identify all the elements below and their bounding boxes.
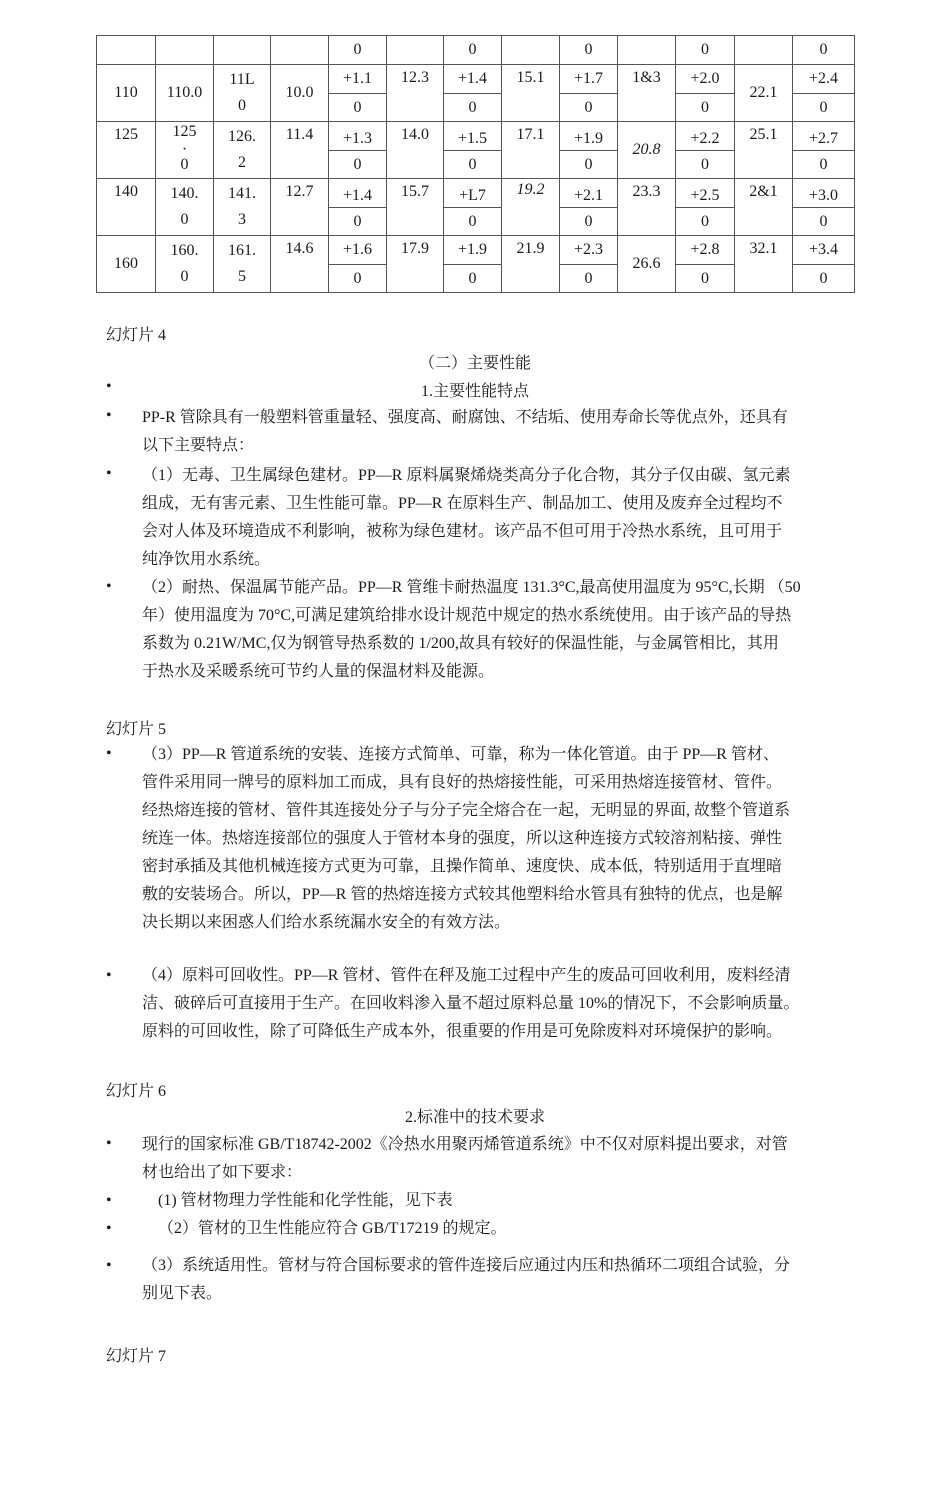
table-cell: 0 [676,36,735,65]
table-cell: 15.7 [387,179,444,236]
table-cell: 0 [560,265,618,293]
table-cell: 1&3 [618,65,676,122]
table-cell: 161. 5 [214,236,271,293]
table-cell: +1.4 [444,65,502,94]
table-cell: +2.8 [676,236,735,265]
paragraph: (1) 管材物理力学性能和化学性能，见下表 [158,1192,453,1209]
table-cell: 10.0 [271,65,329,122]
table-cell: 17.9 [387,236,444,293]
section-heading: （二）主要性能 [418,355,531,372]
table-cell: +3.0 [793,179,855,208]
table-row [97,179,855,208]
paragraph: （3）PP—R 管道系统的安装、连接方式简单、可靠，称为一体化管道。由于 PP—R 管材、 管件采用同一牌号的原料加工而成，具有良好的热熔接性能，可采用热熔连接管材、管件。 经热熔连接的管材、管件其连接处分子与分子完全熔合在一起，无明显的界面, 故整个管道系 统连一体。热熔连接部位的强度人于管材本身的强度，所以这种连接方式较溶剂粘接、弹性 密封承插及其他机械连接方式更为可靠，且操作简单、速度快、成本低，特别适用于直埋暗 敷的安装场合。所以，PP—R 管的热熔连接方式较其他塑料给水管具有独特的优点，也是解 决长期以来困惑人们给水系统漏水安全的有效方法。 [142,746,791,931]
pipe-dimension-table [96,35,855,293]
table-cell: 26.6 [618,236,676,293]
table-cell: 0 [676,151,735,179]
table-cell: 110 [97,65,156,122]
table-cell: +2.2 [676,122,735,151]
slide-label: 幻灯片 7 [106,1348,167,1365]
table-cell: 0 [560,208,618,236]
table-cell: +1.9 [560,122,618,151]
table-cell: 0 [560,94,618,122]
table-cell: +2.1 [560,179,618,208]
slide-label: 幻灯片 5 [106,721,167,738]
bullet-marker: • [106,967,112,984]
table-cell: 0 [329,208,387,236]
bullet-marker: • [106,1135,112,1152]
table-cell: 0 [793,151,855,179]
table-cell: 0 [329,94,387,122]
table-cell: +2.0 [676,65,735,94]
table-cell: 0 [329,36,387,65]
table-cell: +1.7 [560,65,618,94]
section-heading: 2.标准中的技术要求 [404,1109,545,1126]
table-cell: 0 [793,208,855,236]
table-cell: 0 [444,36,502,65]
table-cell: 125 [97,122,156,179]
bullet-marker: • [106,1192,112,1209]
table-cell: 0 [560,151,618,179]
table-row [97,122,855,151]
sub-heading: 1.主要性能特点 [420,383,529,400]
table-cell: +L7 [444,179,502,208]
bullet-marker: • [106,745,112,762]
paragraph: （2）管材的卫生性能应符合 GB/T17219 的规定。 [158,1220,507,1237]
table-cell: 14.6 [271,236,329,293]
bullet-marker: • [106,465,112,482]
table-cell: 0 [329,265,387,293]
table-cell: 12.3 [387,65,444,122]
slide-label: 幻灯片 4 [106,327,167,344]
table-cell: 15.1 [502,65,560,122]
table-cell: 23.3 [618,179,676,236]
table-row [97,36,855,65]
table-cell: 0 [444,208,502,236]
table-cell: 11.4 [271,122,329,179]
table-cell: 0 [793,94,855,122]
table-cell: 0 [560,36,618,65]
table-cell: 0 [793,265,855,293]
paragraph: PP-R 管除具有一般塑料管重量轻、强度高、耐腐蚀、不结垢、使用寿命长等优点外，还具有 以下主要特点： [142,409,788,454]
table-cell: +1.6 [329,236,387,265]
paragraph: （2）耐热、保温属节能产品。PP—R 管维卡耐热温度 131.3°C,最高使用温度为 95°C,长期 （50 年）使用温度为 70°C,可满足建筑给排水设计规范中规定的热水系统使用。由于该产品的导热 系数为 0.21W/MC,仅为钢管导热系数的 1/200,故具有较好的保温性能，与金属管相比，其用 于热水及采暖系统可节约人量的保温材料及能源。 [142,579,801,680]
table-cell: 0 [676,94,735,122]
table-cell: +2.4 [793,65,855,94]
table-cell: 0 [444,151,502,179]
table-cell: +1.9 [444,236,502,265]
bullet-marker: • [106,1257,112,1274]
table-cell: 0 [444,94,502,122]
paragraph: 现行的国家标准 GB/T18742-2002《冷热水用聚丙烯管道系统》中不仅对原料提出要求，对管 材也给出了如下要求： [142,1136,788,1181]
table-cell: +1.3 [329,122,387,151]
table-cell: +1.4 [329,179,387,208]
table-cell: 21.9 [502,236,560,293]
bullet-marker: • [106,378,112,395]
table-row [97,65,855,94]
table-cell: +2.3 [560,236,618,265]
table-cell: 110.0 [156,65,214,122]
paragraph: （1）无毒、卫生属绿色建材。PP—R 原料属聚烯烧类高分子化合物，其分子仅由碳、氢元素 组成，无有害元素、卫生性能可靠。PP—R 在原料生产、制品加工、使用及废弃全过程均不 会对人体及环境造成不利影响，被称为绿色建材。该产品不但可用于冷热水系统，且可用于 纯净饮用水系统。 [142,467,791,568]
table-cell: 14.0 [387,122,444,179]
table-cell: 25.1 [735,122,793,179]
table-cell: 22.1 [735,65,793,122]
table-cell: 12.7 [271,179,329,236]
table-cell: 125 · 0 [156,122,214,179]
bullet-marker: • [106,407,112,424]
table-row [97,236,855,265]
paragraph: （4）原料可回收性。PP—R 管材、管件在秤及施工过程中产生的废品可回收利用，废料经清 洁、破碎后可直接用于生产。在回收料渗入量不超过原料总量 10%的情况下，不会影响质量。 原料的可回收性，除了可降低生产成本外，很重要的作用是可免除废料对环境保护的影响。 [142,967,800,1040]
table-cell: +1.1 [329,65,387,94]
table-cell: 0 [329,151,387,179]
table-cell: 19.2 [502,179,560,236]
table-cell: 0 [444,265,502,293]
table-cell: 2&1 [735,179,793,236]
table-cell: 11L 0 [214,65,271,122]
table-cell: 160 [97,236,156,293]
table-cell: 0 [676,208,735,236]
slide-label: 幻灯片 6 [106,1083,167,1100]
bullet-marker: • [106,1220,112,1237]
table-cell: 126. 2 [214,122,271,179]
table-cell: 0 [676,265,735,293]
table-cell: 160. 0 [156,236,214,293]
table-cell: 32.1 [735,236,793,293]
table-cell: +2.5 [676,179,735,208]
table-cell: 17.1 [502,122,560,179]
table-cell: +3.4 [793,236,855,265]
table-cell: +2.7 [793,122,855,151]
paragraph: （3）系统适用性。管材与符合国标要求的管件连接后应通过内压和热循环二项组合试验，分 别见下表。 [142,1257,791,1302]
table-cell: 140. 0 [156,179,214,236]
table-cell: +1.5 [444,122,502,151]
bullet-marker: • [106,578,112,595]
table-cell: 140 [97,179,156,236]
table-cell: 20.8 [618,122,676,179]
table-cell: 141. 3 [214,179,271,236]
table-cell: 0 [793,36,855,65]
